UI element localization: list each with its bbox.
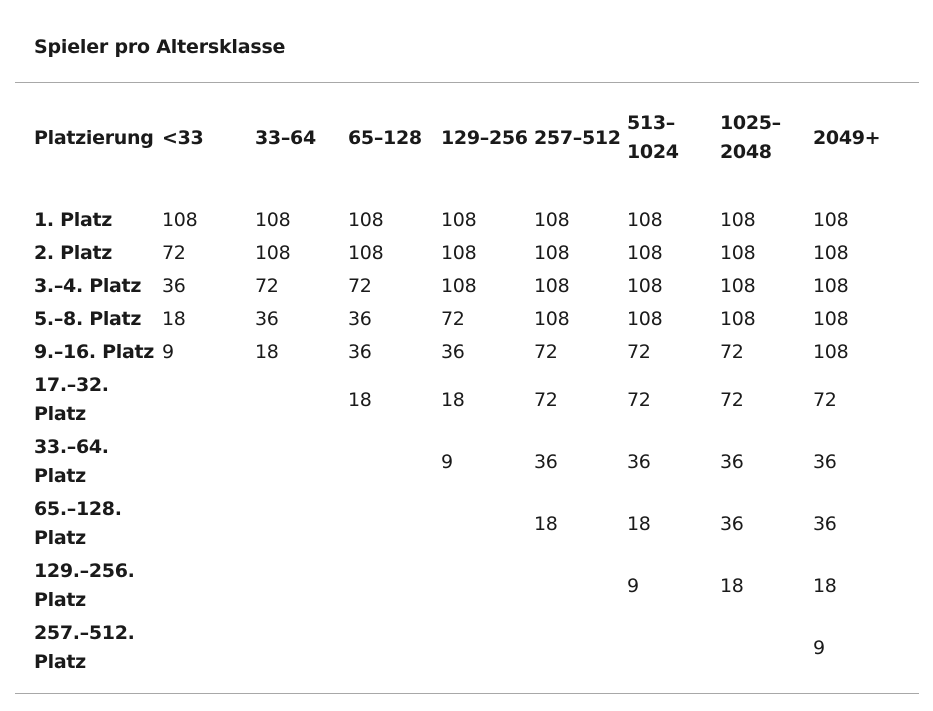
table-cell: 36 [813,450,837,473]
table-cell: 108 [627,275,663,297]
table-cell: 36 [348,341,372,363]
table-cell [437,617,530,679]
table-row [30,431,902,493]
table-row [30,493,902,555]
top-divider [15,82,919,83]
table-cell [716,617,809,679]
table-cell [158,555,251,617]
table-cell: 36 [627,450,651,473]
table-cell: 18 [534,512,558,535]
table-row [30,617,902,679]
table-cell [251,493,344,555]
column-header: 1025–2048 [720,112,781,163]
table-cell: 108 [255,209,291,231]
table-cell: 9 [162,341,174,363]
table-cell: 18 [162,308,186,330]
table-cell: 72 [627,341,651,363]
table-cell: 108 [534,308,570,330]
table-cell: 18 [441,388,465,411]
table-cell: 72 [255,275,279,297]
table-cell [344,493,437,555]
table-cell [251,617,344,679]
table-cell: 36 [813,512,837,535]
table-cell: 108 [720,275,756,297]
table-cell: 108 [627,242,663,264]
column-header: 33–64 [255,126,316,149]
table-cell [251,431,344,493]
table-cell [344,617,437,679]
table-cell: 36 [720,450,744,473]
table-cell: 9 [441,450,453,473]
table-cell [530,617,623,679]
table-cell: 108 [534,242,570,264]
column-header-placement: Platzierung [34,126,154,149]
table-cell: 108 [441,275,477,297]
table-cell: 108 [813,341,849,363]
table-row [30,237,902,270]
table-cell: 18 [348,388,372,411]
column-header: 257–512 [534,126,621,149]
table-cell: 36 [534,450,558,473]
table-cell [623,617,716,679]
table-cell [344,555,437,617]
table-row [30,555,902,617]
row-label: 9.–16. Platz [34,341,155,363]
table-cell: 18 [255,341,279,363]
table-cell: 18 [627,512,651,535]
row-label: 33.–64. Platz [34,436,109,487]
table-row [30,369,902,431]
table-cell: 72 [534,388,558,411]
table-cell [437,555,530,617]
row-label: 17.–32. Platz [34,374,109,425]
row-label: 129.–256. Platz [34,560,135,611]
table-cell: 9 [813,636,825,659]
table-cell: 18 [813,574,837,597]
table-cell: 108 [813,209,849,231]
table-row [30,336,902,369]
table-cell: 108 [348,209,384,231]
table-cell: 72 [534,341,558,363]
table-cell [530,555,623,617]
table-cell: 72 [441,308,465,330]
table-cell: 108 [720,209,756,231]
table-cell [344,431,437,493]
table-cell [251,555,344,617]
table-cell: 108 [813,242,849,264]
table-cell: 108 [534,209,570,231]
table-cell: 72 [162,242,186,264]
players-per-age-class-table [30,103,902,679]
table-cell: 18 [720,574,744,597]
bottom-divider [15,693,919,694]
table-cell: 108 [255,242,291,264]
column-header: 513–1024 [627,112,679,163]
column-header: 129–256 [441,126,528,149]
table-cell [437,493,530,555]
table-cell: 108 [627,209,663,231]
table-cell: 108 [348,242,384,264]
table-cell: 72 [720,341,744,363]
table-cell: 108 [627,308,663,330]
table-row [30,270,902,303]
table-cell: 108 [441,209,477,231]
row-label: 1. Platz [34,209,113,231]
table-row [30,173,902,237]
column-header: <33 [162,126,204,149]
table-cell: 108 [720,242,756,264]
table-row [30,303,902,336]
table-cell: 36 [162,275,186,297]
table-cell: 72 [627,388,651,411]
table-cell [158,493,251,555]
table-cell: 108 [720,308,756,330]
row-label: 65.–128. Platz [34,498,122,549]
table-cell: 36 [255,308,279,330]
column-header: 65–128 [348,126,422,149]
table-header-row [30,103,902,173]
table-cell [158,369,251,431]
table-cell: 108 [162,209,198,231]
page-title: Spieler pro Altersklasse [34,36,286,58]
table-cell: 36 [441,341,465,363]
table-cell: 36 [348,308,372,330]
column-header: 2049+ [813,126,881,149]
table-cell: 108 [441,242,477,264]
row-label: 2. Platz [34,242,113,264]
row-label: 257.–512. Platz [34,622,135,673]
table-cell: 9 [627,574,639,597]
table-cell: 36 [720,512,744,535]
table-cell [158,617,251,679]
row-label: 5.–8. Platz [34,308,142,330]
table-cell: 108 [534,275,570,297]
table-cell: 72 [813,388,837,411]
table-cell [251,369,344,431]
row-label: 3.–4. Platz [34,275,142,297]
table-cell: 72 [348,275,372,297]
table-cell: 108 [813,275,849,297]
table-cell: 108 [813,308,849,330]
table-cell: 72 [720,388,744,411]
table-cell [158,431,251,493]
